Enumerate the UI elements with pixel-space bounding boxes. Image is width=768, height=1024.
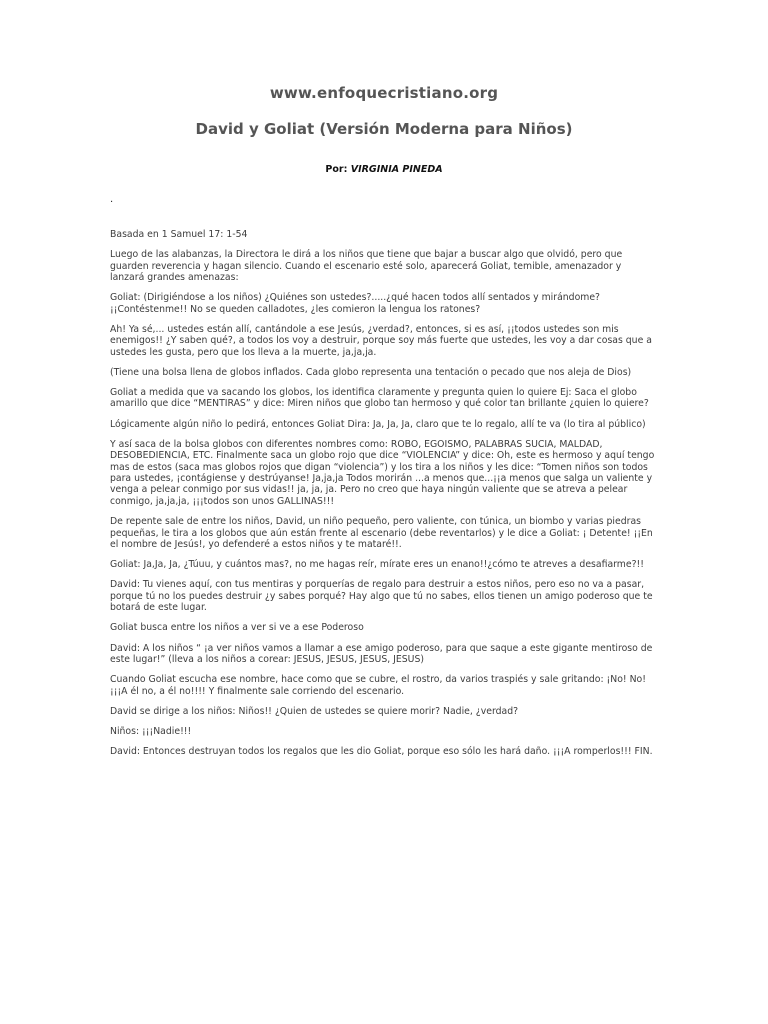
- document-title: David y Goliat (Versión Moderna para Niños): [195, 120, 573, 138]
- site-url: www.enfoquecristiano.org: [269, 84, 499, 102]
- paragraph: David: Entonces destruyan todos los regalos que les dio Goliat, porque eso sólo les hará daño. ¡¡¡A romperlos!!! FIN.: [110, 746, 653, 758]
- paragraph: David: Tu vienes aquí, con tus mentiras y porquerías de regalo para destruir a estos niños, pero eso no va a pasar, porque tú no los puedes destruir ¿y sabes porqué? Hay algo que tú no sabes, ellos tienen un amigo poderoso que te botará de este lugar.: [110, 579, 653, 614]
- paragraph: Basada en 1 Samuel 17: 1-54: [110, 229, 248, 240]
- byline-author: VIRGINIA PINEDA: [350, 164, 443, 175]
- paragraph: Y así saca de la bolsa globos con diferentes nombres como: ROBO, EGOISMO, PALABRAS SUCIA, MALDAD, DESOBEDIENCIA, ETC. Finalmente saca un globo rojo que dice “VIOLENCIA” y dice: Oh, este es hermoso y aquí tengo mas de estos (saca mas globos rojos que digan “violencia”) y los tira a los niños y les dice: “Tomen niños son todos para ustedes, ¡contágiense y destrúyanse! Ja,ja,ja Todos morirán ...a menos que...¡¡a menos que salga un valiente y venga a pelear conmigo por sus vidas!! ja, ja, ja. Pero no creo que haya ningún valiente que se atreva a pelear conmigo, ja,ja,ja, ¡¡¡todos son unos GALLINAS!!!: [110, 438, 655, 507]
- paragraph: David: A los niños “ ¡a ver niños vamos a llamar a ese amigo poderoso, para que saque a este gigante mentiroso de este lugar!” (lleva a los niños a corear: JESUS, JESUS, JESUS, JESUS): [110, 642, 653, 665]
- paragraph: Cuando Goliat escucha ese nombre, hace como que se cubre, el rostro, da varios traspiés y sale gritando: ¡No! No! ¡¡¡A él no, a él no!!!! Y finalmente sale corriendo del escenario.: [110, 674, 646, 697]
- byline: [0, 164, 768, 175]
- paragraph: Goliat: (Dirigiéndose a los niños) ¿Quiénes son ustedes?.....¿qué hacen todos allí sentados y mirándome? ¡¡Contéstenme!! No se queden calladotes, ¿les comieron la lengua los ratones?: [110, 292, 600, 315]
- byline-prefix: Por:: [325, 164, 348, 175]
- paragraph: Goliat busca entre los niños a ver si ve a ese Poderoso: [110, 622, 364, 634]
- separator-dot: .: [110, 194, 114, 205]
- paragraph: Goliat: Ja,Ja, Ja, ¿Túuu, y cuántos mas?, no me hagas reír, mírate eres un enano!!¿cómo te atreves a desafiarme?!!: [110, 559, 644, 571]
- paragraph: David se dirige a los niños: Niños!! ¿Quien de ustedes se quiere morir? Nadie, ¿verdad?: [110, 705, 519, 717]
- paragraph: De repente sale de entre los niños, David, un niño pequeño, pero valiente, con túnica, un biombo y varias piedras pequeñas, le tira a los globos que aún están frente al escenario (debe reventarlos) y le dice a Goliat: ¡ Detente! ¡¡En el nombre de Jesús!, yo defenderé a estos niños y te mataré!!.: [110, 516, 653, 550]
- paragraph: Lógicamente algún niño lo pedirá, entonces Goliat Dira: Ja, Ja, Ja, claro que te lo regalo, allí te va (lo tira al público): [110, 418, 646, 430]
- paragraph: Ah! Ya sé,... ustedes están allí, cantándole a ese Jesús, ¿verdad?, entonces, si es así, ¡¡todos ustedes son mis enemigos!! ¿Y saben qué?, a todos los voy a destruir, porque soy más fuerte que ustedes, les voy a dar cosas que a ustedes les gusta, pero que los lleva a la muerte, ja,ja,ja.: [110, 323, 652, 358]
- document-body: [110, 229, 658, 766]
- paragraph: Niños: ¡¡¡Nadie!!!: [110, 725, 192, 737]
- paragraph: Luego de las alabanzas, la Directora le dirá a los niños que tiene que bajar a buscar algo que olvidó, pero que guarden reverencia y hagan silencio. Cuando el escenario esté solo, aparecerá Goliat, temible, amenazador y lanzará grandes amenazas:: [110, 249, 623, 284]
- paragraph: Goliat a medida que va sacando los globos, los identifica claramente y pregunta quien lo quiere Ej: Saca el globo amarillo que dice “MENTIRAS” y dice: Miren niños que globo tan hermoso y qué color tan brillante ¿quien lo quiere?: [110, 387, 649, 410]
- paragraph: (Tiene una bolsa llena de globos inflados. Cada globo representa una tentación o pecado que nos aleja de Dios): [110, 366, 632, 378]
